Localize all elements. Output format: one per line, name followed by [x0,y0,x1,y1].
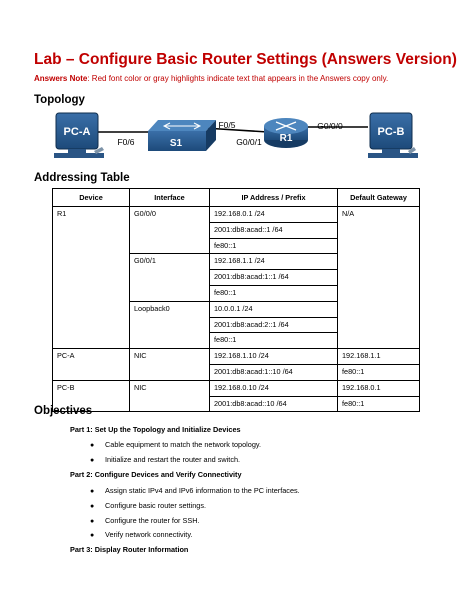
cell-ip: 192.168.1.10 /24 [210,349,338,365]
page-title: Lab – Configure Basic Router Settings (Answers Version) [34,51,457,68]
pc-b-icon [368,113,418,158]
table-row [53,207,420,223]
pc-a-label: PC-A [63,126,91,138]
cell-ip: 2001:db8:acad:1::10 /64 [210,364,338,380]
col-header-interface: Interface [130,189,210,207]
bullet-icon: ● [90,488,95,495]
pc-b-label: PC-B [377,126,405,138]
list-item: ● Cable equipment to match the network topology. [90,440,262,449]
cell-ip: 2001:db8:acad::10 /64 [210,396,338,412]
cell-ip: fe80::1 [210,333,338,349]
cell-interface: NIC [130,380,210,412]
bullet-icon: ● [90,532,95,539]
table-row [53,380,420,396]
answers-note [34,74,388,83]
cell-gateway: fe80::1 [338,396,420,412]
list-item: ● Configure basic router settings. [90,501,206,510]
objective-part-2: Part 2: Configure Devices and Verify Connectivity [70,470,242,479]
bullet-icon: ● [90,518,95,525]
table-header-row [53,189,420,207]
cell-gateway: 192.168.0.1 [338,380,420,396]
bullet-icon: ● [90,457,95,464]
cell-device: PC-A [53,349,130,381]
col-header-device: Device [53,189,130,207]
port-label-f0-5: F0/5 [218,120,236,130]
switch-label: S1 [169,138,183,149]
addressing-table-heading: Addressing Table [34,172,130,184]
cell-ip: 2001:db8:acad::1 /64 [210,222,338,238]
cell-ip: 2001:db8:acad:2::1 /64 [210,317,338,333]
topology-heading: Topology [34,94,85,106]
switch-icon [148,120,216,151]
objectives-heading: Objectives [34,405,93,417]
objective-part-1: Part 1: Set Up the Topology and Initialize Devices [70,425,241,434]
cell-gateway: 192.168.1.1 [338,349,420,365]
cell-interface: Loopback0 [130,301,210,348]
router-label: R1 [279,133,293,144]
answers-note-text: : Red font color or gray highlights indicate text that appears in the Answers copy only. [87,74,389,83]
list-item: ● Initialize and restart the router and switch. [90,455,241,464]
answers-note-label: Answers Note [34,74,88,83]
cell-interface: G0/0/1 [130,254,210,301]
cell-ip: fe80::1 [210,285,338,301]
cell-device: PC-B [53,380,130,412]
port-label-g0-0-0: G0/0/0 [317,121,343,131]
cell-ip: 192.168.1.1 /24 [210,254,338,270]
table-row [53,349,420,365]
list-item: ● Assign static IPv4 and IPv6 information to the PC interfaces. [90,486,300,495]
cell-gateway: N/A [338,207,420,349]
cell-ip: 2001:db8:acad:1::1 /64 [210,270,338,286]
cell-ip: 192.168.0.1 /24 [210,207,338,223]
router-icon [264,118,308,148]
cell-gateway: fe80::1 [338,364,420,380]
cell-device: R1 [53,207,130,349]
cell-ip: 10.0.0.1 /24 [210,301,338,317]
cell-ip: fe80::1 [210,238,338,254]
port-label-g0-0-1: G0/0/1 [236,137,262,147]
bullet-icon: ● [90,442,95,449]
cell-ip: 192.168.0.10 /24 [210,380,338,396]
cell-interface: NIC [130,349,210,381]
col-header-gateway: Default Gateway [338,189,420,207]
addressing-table [52,188,420,412]
bullet-icon: ● [90,503,95,510]
list-item: ● Configure the router for SSH. [90,516,200,525]
list-item: ● Verify network connectivity. [90,530,193,539]
objective-part-3: Part 3: Display Router Information [70,545,189,554]
pc-a-icon [54,113,104,158]
cell-interface: G0/0/0 [130,207,210,254]
col-header-ip: IP Address / Prefix [210,189,338,207]
port-label-f0-6: F0/6 [117,137,135,147]
topology-diagram [54,110,420,168]
